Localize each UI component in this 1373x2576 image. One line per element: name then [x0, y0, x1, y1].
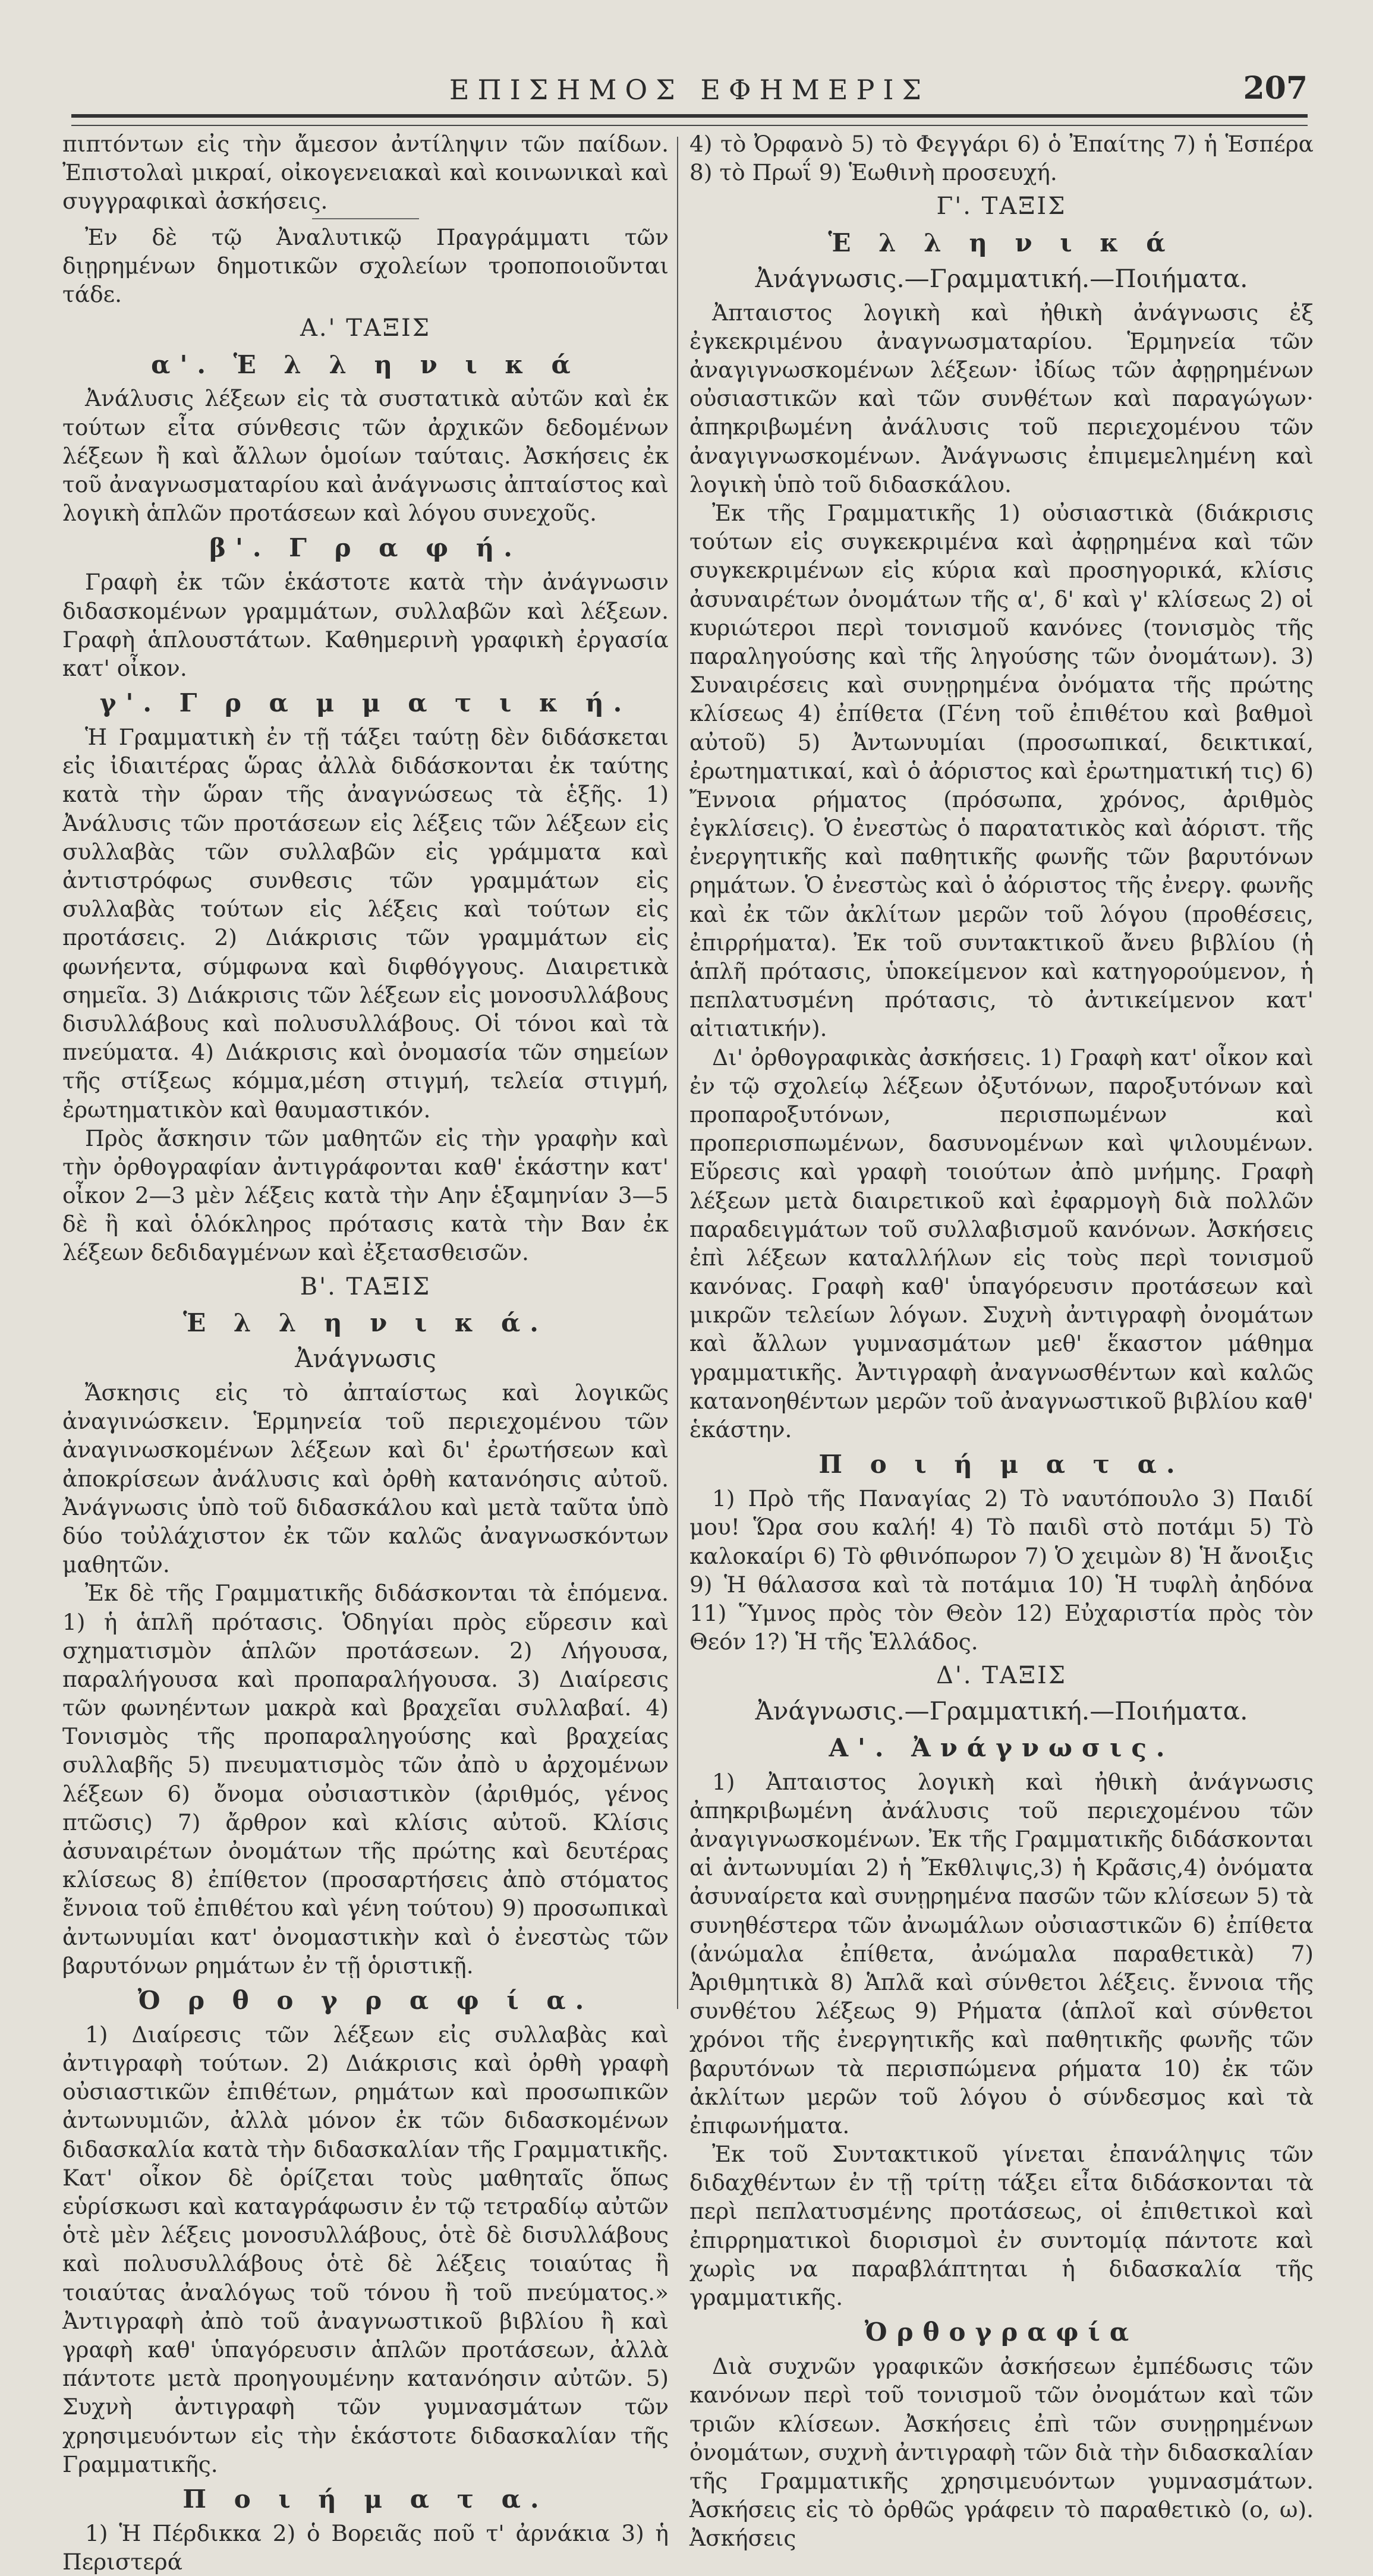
subject-heading: Ἑ λ λ η ν ι κ ά. [183, 1308, 548, 1338]
paragraph: 4) τὸ Ὀρφανὸ 5) τὸ Φεγγάρι 6) ὁ Ἐπαίτης 7) ἡ Ἑσπέρα 8) τὸ Πρωΐ 9) Ἑωθινὴ προσευχή. [689, 131, 1314, 186]
subject-heading: Π ο ι ή μ α τ α. [182, 2484, 549, 2514]
subject-heading: Α'. Ἀνάγνωσις. [829, 1733, 1174, 1762]
paragraph: Ἐκ δὲ τῆς Γραμματικῆς διδάσκονται τὰ ἑπόμενα. 1) ἡ ἁπλῆ πρότασις. Ὁδηγίαι πρὸς εὕρεσιν καὶ σχηματισμὸν ἁπλῶν προτάσεων. 2) Λήγουσα, παραλήγουσα καὶ προπαραλήγουσα. 3) Διαίρεσις τῶν φωνηέντων μακρὰ καὶ βραχεῖαι συλλαβαί. 4) Τονισμὸς τῆς προπαραληγούσης καὶ βραχείας συλλαβῆς 5) πνευματισμὸς τῶν ἀπὸ υ ἀρχομένων λέξεων 6) ὄνομα οὐσιαστικὸν (ἀριθμός, γένος πτῶσις) 7) ἄρθρον καὶ κλίσις αὐτοῦ. Κλίσις ἀσυναιρέτων ὀνομάτων τῆς πρώτης καὶ δευτέρας κλίσεως 8) ἐπίθετον (προσαρτήσεις ἀπὸ στόματος ἔννοια τοῦ ἐπιθέτου καὶ γένη τούτου) 9) προσωπικαὶ ἀντωνυμίαι κατ' ὀνομαστικὴν καὶ ὁ ἐνεστὼς τῶν βαρυτόνων ρημάτων ἐν τῇ ὁριστικῇ. [62, 1580, 669, 1979]
newspaper-title: ΕΠΙΣΗΜΟΣ ΕΦΗΜΕΡΙΣ [449, 74, 930, 106]
page-number: 207 [1243, 70, 1308, 106]
paragraph: Ἐν δὲ τῷ Ἀναλυτικῷ Πραγράμματι τῶν διῃρημένων δημοτικῶν σχολείων τροποποιοῦνται τάδε. [62, 223, 669, 307]
subject-heading: α'. Ἑ λ λ η ν ι κ ά [151, 349, 580, 379]
subject-heading: β'. Γ ρ α φ ή. [209, 533, 522, 563]
paragraph: 1) Πρὸ τῆς Παναγίας 2) Τὸ ναυτόπουλο 3) Παιδί μου! Ὥρα σου καλή! 4) Τὸ παιδὶ στὸ ποτάμι 5) Τὸ καλοκαίρι 6) Τὸ φθινόπωρον 7) Ὁ χειμὼν 8) Ἡ ἄνοιξις 9) Ἡ θάλασσα καὶ τὰ ποτάμια 10) Ἡ τυφλὴ ἀηδόνα 11) Ὕμνος πρὸς τὸν Θεὸν 12) Εὐχαριστία πρὸς τὸν Θεόν 1?) Ἡ τῆς Ἑλλάδος. [689, 1485, 1314, 1655]
subsection-heading: Ἀνάγνωσις.—Γραμματική.—Ποιήματα. [755, 1696, 1248, 1725]
paragraph: Γραφὴ ἐκ τῶν ἑκάστοτε κατὰ τὴν ἀνάγνωσιν διδασκομένων γραμμάτων, συλλαβῶν καὶ λέξεων. Γραφὴ ἁπλουστάτων. Καθημερινὴ γραφικὴ ἐργασία κατ' οἶκον. [62, 569, 669, 681]
subject-heading: γ'. Γ ρ α μ μ α τ ι κ ή. [99, 688, 632, 718]
subsection-heading: Ἀνάγνωσις.—Γραμματική.—Ποιήματα. [755, 263, 1248, 293]
subsection-heading: Ἀνάγνωσις [295, 1344, 436, 1374]
left-column [62, 130, 669, 2576]
paragraph: Διὰ συχνῶν γραφικῶν ἀσκήσεων ἐμπέδωσις τῶν κανόνων περὶ τοῦ τονισμοῦ τῶν ὀνομάτων καὶ τῶν τριῶν κλίσεων. Ἀσκήσεις ἐπὶ τῶν συνῃρημένων ὀνομάτων, συχνὴ ἀντιγραφὴ τῶν διὰ τὴν διδασκαλίαν τῆς Γραμματικῆς χρησιμευόντων γυμνασμάτων. Ἀσκήσεις εἰς τὸ ὀρθῶς γράφειν τὸ παραθετικὸ (ο, ω). Ἀσκήσεις [689, 2353, 1314, 2552]
section-heading: Β'. ΤΑΞΙΣ [300, 1273, 432, 1300]
paragraph: 1) Ἡ Πέρδικκα 2) ὁ Βορειᾶς ποῦ τ' ἀρνάκια 3) ἡ Περιστερά [62, 2520, 669, 2575]
paragraph: Ἄσκησις εἰς τὸ ἀπταίστως καὶ λογικῶς ἀναγινώσκειν. Ἑρμηνεία τοῦ περιεχομένου τῶν ἀναγινωσκομένων λέξεων καὶ δι' ἐρωτήσεων καὶ ἀποκρίσεων ἀνάλυσις καὶ ὀρθὴ κατανόησις αὐτοῦ. Ἀνάγνωσις ὑπὸ τοῦ διδασκάλου καὶ μετὰ ταῦτα ὑπὸ δύο τοὐλάχιστον ἐκ τῶν καλῶς ἀναγνωσκόντων μαθητῶν. [62, 1380, 669, 1578]
paragraph: Ἐκ τοῦ Συντακτικοῦ γίνεται ἐπανάληψις τῶν διδαχθέντων ἐν τῇ τρίτῃ τάξει εἶτα διδάσκονται τὰ περὶ πεπλατυσμένης προτάσεως, οἱ ἐπιθετικοὶ καὶ ἐπιρρηματικοὶ διορισμοὶ ἐν συντομίᾳ πάντοτε καὶ χωρὶς να παραβλάπτηται ἡ διδασκαλία τῆς γραμματικῆς. [689, 2141, 1314, 2310]
paragraph: 1) Ἀπταιστος λογικὴ καὶ ἠθικὴ ἀνάγνωσις ἀπηκριβωμένη ἀνάλυσις τοῦ περιεχομένου τῶν ἀναγιγνωσκομένων. Ἐκ τῆς Γραμματικῆς διδάσκονται αἱ ἀντωνυμίαι 2) ἡ Ἔκθλιψις,3) ἡ Κρᾶσις,4) ὀνόματα ἀσυναίρετα καὶ συνῃρημένα πασῶν τῶν κλίσεων 5) τὰ συνηθέστερα τῶν ἀνωμάλων οὐσιαστικῶν 6) ἐπίθετα (ἀνώμαλα ἐπίθετα, ἀνώμαλα παραθετικὰ) 7) Ἀριθμητικὰ 8) Ἁπλᾶ καὶ σύνθετοι λέξεις. ἔννοια τῆς συνθέτου λέξεως 9) Ρήματα (ἁπλοῖ καὶ σύνθετοι χρόνοι τῆς ἐνεργητικῆς καὶ παθητικῆς φωνῆς τῶν βαρυτόνων τὰ περισπώμενα ρήματα 10) ἐκ τῶν ἀκλίτων μερῶν τοῦ λόγου ὁ σύνδεσμος καὶ τὰ ἐπιφωνήματα. [689, 1768, 1314, 2139]
subject-heading: Π ο ι ή μ α τ α. [818, 1450, 1185, 1479]
paragraph: Ἀπταιστος λογικὴ καὶ ἠθικὴ ἀνάγνωσις ἐξ ἐγκεκριμένου ἀναγνωσματαρίου. Ἑρμηνεία τῶν ἀναγιγνωσκομένων λέξεων· ἰδίως τῶν ἀφῃρημένων οὐσιαστικῶν καὶ τῶν συνθέτων καὶ παραγώγων· ἀπηκριβωμένη ἀνάλυσις τοῦ περιεχομένου τῶν ἀναγιγνωσκομένων. Ἀνάγνωσις ἐπιμεμελημένη καὶ λογικὴ ὑπὸ τοῦ διδασκάλου. [689, 299, 1314, 497]
subject-heading: Ὀ ρ θ ο γ ρ α φ ί α. [137, 1985, 594, 2015]
paragraph: Ἐκ τῆς Γραμματικῆς 1) οὐσιαστικὰ (διάκρισις τούτων εἰς συγκεκριμένα καὶ ἀφῃρημένα καὶ τῶν συγκεκριμένων εἰς κύρια καὶ προσηγορικά, κλίσις ἀσυναιρέτων ὀνομάτων τῆς α', δ' καὶ γ' κλίσεως 2) οἱ κυριώτεροι περὶ τονισμοῦ κανόνες (τονισμὸς τῆς παραληγούσης καὶ τῆς ληγούσης τῶν ὀνομάτων). 3) Συναιρέσεις καὶ συνῃρημένα ὀνόματα τῆς πρώτης κλίσεως 4) ἐπίθετα (Γένη τοῦ ἐπιθέτου καὶ βαθμοὶ αὐτοῦ) 5) Ἀντωνυμίαι (προσωπικαί, δεικτικαί, ἐρωτηματικαί, καὶ ὁ ἀόριστος καὶ ἐρωτηματική τις) 6) Ἔννοια ρήματος (πρόσωπα, χρόνος, ἀριθμὸς ἐγκλίσεις). Ὁ ἐνεστὼς ὁ παρατατικὸς καὶ ἀόριστ. τῆς ἐνεργητικῆς καὶ παθητικῆς φωνῆς τῶν βαρυτόνων ρημάτων. Ὁ ἐνεστὼς καὶ ὁ ἀόριστος τῆς ἐνεργ. φωνῆς καὶ ἐκ τῶν ἀκλίτων μερῶν τοῦ λόγου (προθέσεις, ἐπιρρήματα). Ἐκ τοῦ συντακτικοῦ ἄνευ βιβλίου (ἡ ἁπλῆ πρότασις, ὑποκείμενον καὶ κατηγορούμενον, ἡ πεπλατυσμένη πρότασις, τὸ ἀντικείμενον κατ' αἰτιατικήν). [689, 500, 1314, 1042]
page-header [71, 70, 1308, 118]
paragraph: Ἀνάλυσις λέξεων εἰς τὰ συστατικὰ αὐτῶν καὶ ἐκ τούτων εἶτα σύνθεσις τῶν ἀρχικῶν δεδομένων λέξεων ἢ καὶ ἄλλων ὁμοίων ταύταις. Ἀσκήσεις ἐκ τοῦ ἀναγνωσματαρίου καὶ ἀνάγνωσις ἀπταίστος καὶ λογικὴ ἁπλῶν προτάσεων καὶ λόγου συνεχοῦς. [62, 385, 669, 527]
subject-heading: Ἑ λ λ η ν ι κ ά [828, 228, 1175, 257]
paragraph: Δι' ὀρθογραφικὰς ἀσκήσεις. 1) Γραφὴ κατ' οἶκον καὶ ἐν τῷ σχολείῳ λέξεων ὀξυτόνων, παροξυτόνων καὶ προπαροξυτόνων, περισπωμένων καὶ προπερισπωμένων, δασυνομένων καὶ ψιλουμένων. Εὕρεσις καὶ γραφὴ τοιούτων ἀπὸ μνήμης. Γραφὴ λέξεων μετὰ διαιρετικοῦ καὶ ἐφαρμογὴ διὰ πολλῶν παραδειγμάτων τοῦ συλλαβισμοῦ κανόνων. Ἀσκήσεις ἐπὶ λέξεων καταλλήλων εἰς τοὺς περὶ τονισμοῦ κανόνας. Γραφὴ καθ' ὑπαγόρευσιν προτάσεων καὶ μικρῶν τελείων λόγων. Συχνὴ ἀντιγραφὴ ὀνομάτων καὶ ἄλλων γυμνασμάτων μεθ' ἕκαστον μάθημα γραμματικῆς. Ἀντιγραφὴ ἀναγνωσθέντων καὶ καλῶς κατανοηθέντων μερῶν τοῦ ἀναγνωστικοῦ βιβλίου καθ' ἑκάστην. [689, 1044, 1314, 1443]
header-rule [71, 114, 1308, 126]
column-divider [677, 137, 678, 2009]
divider [312, 218, 419, 219]
section-heading: Γ'. ΤΑΞΙΣ [936, 193, 1067, 221]
section-heading: Α.' ΤΑΞΙΣ [300, 314, 432, 342]
section-heading: Δ'. ΤΑΞΙΣ [936, 1662, 1067, 1690]
subject-heading: Ὀρθογραφία [864, 2317, 1139, 2347]
right-column [689, 130, 1314, 2552]
paragraph: 1) Διαίρεσις τῶν λέξεων εἰς συλλαβὰς καὶ ἀντιγραφὴ τούτων. 2) Διάκρισις καὶ ὀρθὴ γραφὴ οὐσιαστικῶν ἐπιθέτων, ρημάτων καὶ προσωπικῶν ἀντωνυμιῶν, ἀλλὰ μόνον ἐκ τῶν διδασκομένων διδασκαλία κατὰ τὴν διδασκαλίαν τῆς Γραμματικῆς. Κατ' οἶκον δὲ ὁρίζεται τοὺς μαθηταῖς ὅπως εὑρίσκωσι καὶ καταγράφωσιν ἐν τῷ τετραδίῳ αὐτῶν ὁτὲ μὲν λέξεις μονοσυλλάβους, ὁτὲ δὲ δισυλλάβους καὶ πολυσυλλάβους ὁτὲ δὲ λέξεις τοιαύτας ἢ τοιαύτας ἀναλόγως τοῦ τόνου ἢ τοῦ πνεύματος.» Ἀντιγραφὴ ἀπὸ τοῦ ἀναγνωστικοῦ βιβλίου ἢ καὶ γραφὴ καθ' ὑπαγόρευσιν ἁπλῶν προτάσεων, ἀλλὰ πάντοτε μετὰ προηγουμένην κατανόησιν αὐτῶν. 5) Συχνὴ ἀντιγραφὴ τῶν γυμνασμάτων τῶν χρησιμευόντων εἰς τὴν ἑκάστοτε διδασκαλίαν τῆς Γραμματικῆς. [62, 2021, 669, 2477]
paragraph: πιπτόντων εἰς τὴν ἄμεσον ἀντίληψιν τῶν παίδων. Ἐπιστολαὶ μικραί, οἰκογενειακαὶ καὶ κοινωνικαὶ καὶ συγγραφικαὶ ἀσκήσεις. [62, 131, 669, 215]
paragraph: Πρὸς ἄσκησιν τῶν μαθητῶν εἰς τὴν γραφὴν καὶ τὴν ὀρθογραφίαν ἀντιγράφονται καθ' ἑκάστην κατ' οἶκον 2—3 μὲν λέξεις κατὰ τὴν Αην ἑξαμηνίαν 3—5 δὲ ἢ καὶ ὁλόκληρος πρότασις κατὰ τὴν Βαν ἐκ λέξεων δεδιδαγμένων καὶ ἐξετασθεισῶν. [62, 1125, 669, 1266]
paragraph: Ἡ Γραμματικὴ ἐν τῇ τάξει ταύτῃ δὲν διδάσκεται εἰς ἰδιαιτέρας ὥρας ἀλλὰ διδάσκονται ἐκ ταύτης κατὰ τὴν ὥραν τῆς ἀναγνώσεως τὰ ἑξῆς. 1) Ἀνάλυσις τῶν προτάσεων εἰς λέξεις τῶν λέξεων εἰς συλλαβὰς τῶν συλλαβῶν εἰς γράμματα καὶ ἀντιστρόφως συνθεσις τῶν γραμμάτων εἰς συλλαβὰς τούτων εἰς λέξεις καὶ τούτων εἰς προτάσεις. 2) Διάκρισις τῶν γραμμάτων εἰς φωνήεντα, σύμφωνα καὶ διφθόγγους. Διαιρετικὰ σημεῖα. 3) Διάκρισις τῶν λέξεων εἰς μονοσυλλάβους δισυλλάβους καὶ πολυσυλλάβους. Οἱ τόνοι καὶ τὰ πνεύματα. 4) Διάκρισις καὶ ὀνομασία τῶν σημείων τῆς στίξεως κόμμα,μέση στιγμή, τελεία στιγμή, ἐρωτηματικὸν καὶ θαυμαστικόν. [62, 724, 669, 1123]
